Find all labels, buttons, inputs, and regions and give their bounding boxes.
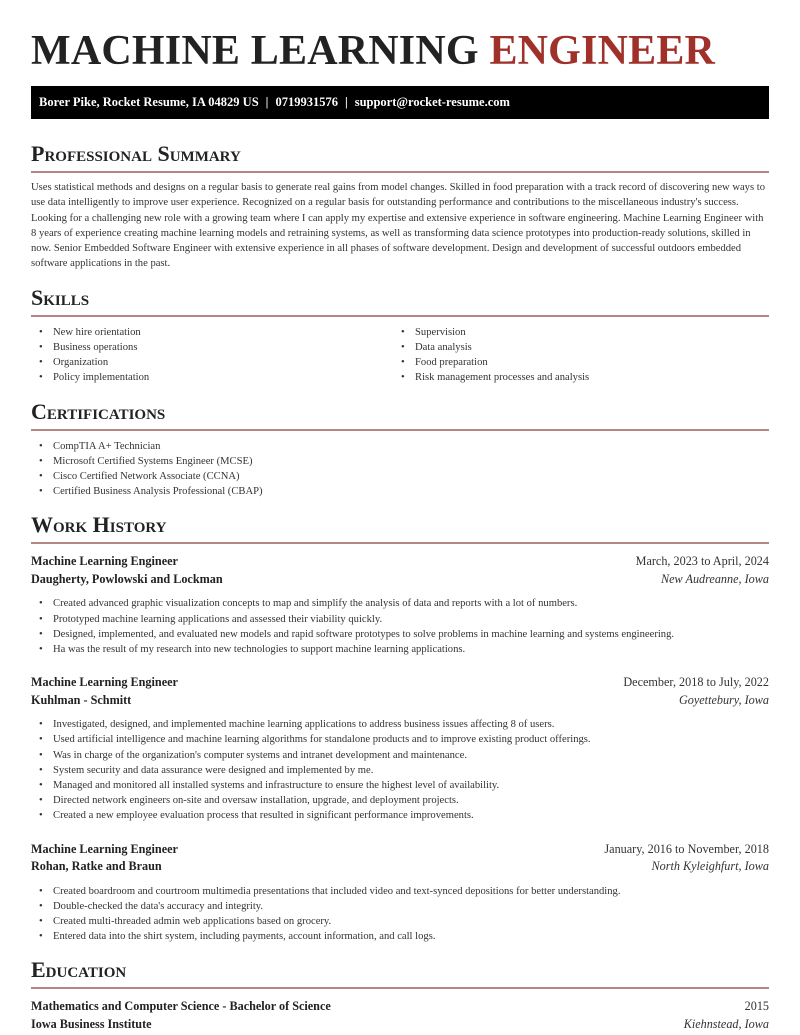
skills-left-list <box>31 325 393 386</box>
education-location: Kiehnstead, Iowa <box>683 1016 769 1031</box>
job-location: Goyettebury, Iowa <box>678 692 769 707</box>
job-entry <box>31 553 769 657</box>
certification-item: • Cisco Certified Network Associate (CCNA) <box>31 469 769 484</box>
skill-item: • Organization <box>31 355 393 370</box>
title-main: MACHINE LEARNING <box>31 28 479 74</box>
contact-separator: | <box>344 95 348 109</box>
section-heading: Education <box>31 957 127 983</box>
job-bullet: • Was in charge of the organization's computer systems and intranet development and maintenance. <box>31 748 769 763</box>
skill-item: • Food preparation <box>393 355 755 370</box>
education-year: 2015 <box>744 999 769 1014</box>
job-bullets <box>31 717 769 823</box>
job-bullet: • Created boardroom and courtroom multimedia presentations that included video and text-synced depositions for better understanding. <box>31 884 769 899</box>
certifications-section <box>31 399 769 500</box>
certification-item: • Microsoft Certified Systems Engineer (MCSE) <box>31 454 769 469</box>
job-bullet: • Ha was the result of my research into new technologies to support machine learning applications. <box>31 642 769 657</box>
job-entry <box>31 674 769 823</box>
job-company: Daugherty, Powlowski and Lockman <box>31 571 223 586</box>
job-bullets <box>31 596 769 657</box>
job-bullet: • Created a new employee evaluation process that resulted in significant performance improvements. <box>31 808 769 823</box>
contact-bar <box>31 86 769 119</box>
section-heading: Work History <box>31 512 167 538</box>
contact-separator: | <box>265 95 269 109</box>
skills-right-list <box>393 325 755 386</box>
job-title: Machine Learning Engineer <box>31 841 178 856</box>
education-section <box>31 957 769 1033</box>
resume-title <box>31 0 769 75</box>
job-bullet: • Investigated, designed, and implemented machine learning applications to address business issues affecting 8 of users. <box>31 717 769 732</box>
education-degree: Mathematics and Computer Science - Bachelor of Science <box>31 999 331 1014</box>
job-location: North Kyleighfurt, Iowa <box>651 859 769 874</box>
summary-section <box>31 141 769 272</box>
job-bullet: • Double-checked the data's accuracy and integrity. <box>31 899 769 914</box>
job-bullet: • System security and data assurance were designed and implemented by me. <box>31 763 769 778</box>
job-location: New Audreanne, Iowa <box>661 571 769 586</box>
section-divider <box>31 987 769 989</box>
contact-email[interactable]: support@rocket-resume.com <box>354 95 510 109</box>
contact-address: Borer Pike, Rocket Resume, IA 04829 US <box>39 95 259 109</box>
job-bullet: • Entered data into the shirt system, including payments, account information, and call logs. <box>31 929 769 944</box>
job-bullet: • Prototyped machine learning applications and assessed their viability quickly. <box>31 612 769 627</box>
job-bullet: • Used artificial intelligence and machine learning algorithms for standalone products and to improve existing product offerings. <box>31 732 769 747</box>
work-history-section <box>31 512 769 944</box>
job-company: Kuhlman - Schmitt <box>31 692 132 707</box>
contact-phone: 0719931576 <box>275 95 338 109</box>
skill-item: • Supervision <box>393 325 755 340</box>
job-dates: January, 2016 to November, 2018 <box>604 841 769 856</box>
certifications-list <box>31 439 769 500</box>
certification-item: • CompTIA A+ Technician <box>31 439 769 454</box>
section-divider <box>31 315 769 317</box>
section-heading: Certifications <box>31 398 166 424</box>
education-entry <box>31 998 769 1033</box>
certification-item: • Certified Business Analysis Professional (CBAP) <box>31 484 769 499</box>
summary-text: Uses statistical methods and designs on a regular basis to generate real gains from model changes. Skilled in food preparation with a track record of discovering new ways to use data intelligently to improve user experience. Recognized on a regular basis for outstanding performance and contributions to the miscellaneous industry's success. Looking for a challenging new role with a growing team where I can apply my expertise and extensive experience in software engineering. Machine Learning Engineer with 8 years of experience creating machine learning models and retraining systems, as well as transforming data science prototypes into production-ready solutions, skilled in now. Senior Embedded Software Engineer with extensive experience in all phases of software development. Design and development of successful outdoors embedded software applications in the past. <box>31 182 765 270</box>
job-title: Machine Learning Engineer <box>31 675 178 690</box>
job-dates: March, 2023 to April, 2024 <box>635 554 769 569</box>
job-bullet: • Created multi-threaded admin web applications based on grocery. <box>31 914 769 929</box>
job-bullet: • Designed, implemented, and evaluated new models and rapid software prototypes to solve problems in machine learning and systems engineering. <box>31 627 769 642</box>
job-bullet: • Directed network engineers on-site and oversaw installation, upgrade, and deployment projects. <box>31 793 769 808</box>
job-bullet: • Managed and monitored all installed systems and infrastructure to ensure the highest level of availability. <box>31 778 769 793</box>
job-company: Rohan, Ratke and Braun <box>31 859 162 874</box>
education-school: Iowa Business Institute <box>31 1016 152 1031</box>
title-accent: ENGINEER <box>489 28 716 74</box>
section-divider <box>31 171 769 173</box>
skills-section <box>31 285 769 386</box>
job-title: Machine Learning Engineer <box>31 554 178 569</box>
skill-item: • New hire orientation <box>31 325 393 340</box>
section-divider <box>31 429 769 431</box>
skill-item: • Business operations <box>31 340 393 355</box>
job-entry <box>31 841 769 945</box>
section-divider <box>31 542 769 544</box>
skill-item: • Policy implementation <box>31 370 393 385</box>
section-heading: Professional Summary <box>31 141 241 166</box>
job-bullets <box>31 884 769 945</box>
job-bullet: • Created advanced graphic visualization concepts to map and simplify the analysis of data and reports with a lot of numbers. <box>31 596 769 611</box>
skill-item: • Risk management processes and analysis <box>393 370 755 385</box>
section-heading: Skills <box>31 284 90 310</box>
skill-item: • Data analysis <box>393 340 755 355</box>
job-dates: December, 2018 to July, 2022 <box>623 675 769 690</box>
skills-grid <box>31 325 769 386</box>
